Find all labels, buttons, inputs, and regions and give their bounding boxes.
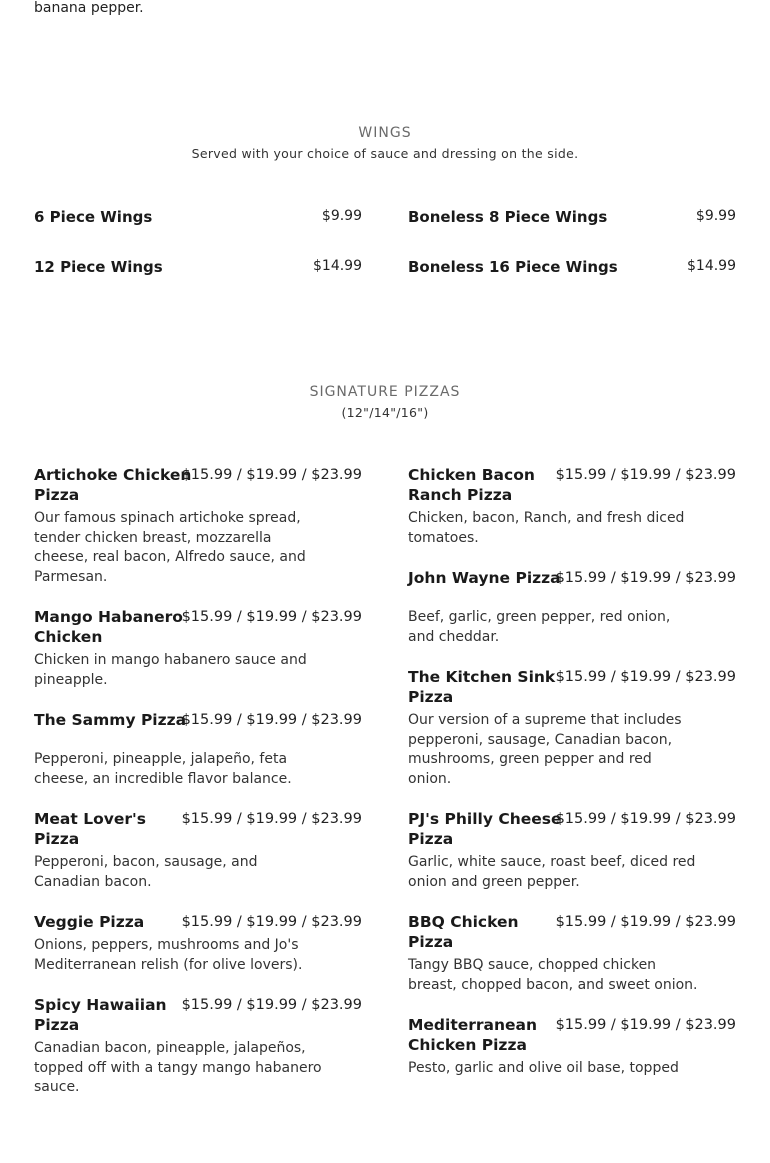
item-price: $15.99 / $19.99 / $23.99 xyxy=(181,914,362,930)
pizza-column-left xyxy=(34,465,362,1098)
pizzas-section-subtitle: (12"/14"/16") xyxy=(341,405,429,420)
item-name: PJ's Philly Cheese Pizza xyxy=(408,810,562,848)
menu-item-wings[interactable] xyxy=(408,258,736,282)
item-name: John Wayne Pizza xyxy=(408,569,561,587)
item-name: Artichoke Chicken Pizza xyxy=(34,466,192,504)
item-price: $15.99 / $19.99 / $23.99 xyxy=(555,811,736,827)
item-price: $15.99 / $19.99 / $23.99 xyxy=(555,669,736,685)
item-name: Meat Lover's Pizza xyxy=(34,810,146,848)
item-price: $9.99 xyxy=(695,208,736,224)
menu-item-pizza[interactable] xyxy=(408,809,736,892)
menu-item-wings[interactable] xyxy=(408,208,736,232)
menu-item-pizza[interactable] xyxy=(408,568,736,647)
item-price: $15.99 / $19.99 / $23.99 xyxy=(555,1017,736,1033)
item-description: Chicken in mango habanero sauce and pineapple. xyxy=(34,652,307,688)
item-price: $15.99 / $19.99 / $23.99 xyxy=(181,997,362,1013)
carryover-description: banana pepper. xyxy=(34,0,144,16)
item-price: $15.99 / $19.99 / $23.99 xyxy=(181,811,362,827)
pizzas-section-title: SIGNATURE PIZZAS xyxy=(309,384,461,400)
item-price: $15.99 / $19.99 / $23.99 xyxy=(181,467,362,483)
menu-item-pizza[interactable] xyxy=(408,912,736,995)
item-name: Boneless 16 Piece Wings xyxy=(408,258,618,276)
item-description: Chicken, bacon, Ranch, and fresh diced tomatoes. xyxy=(408,510,685,546)
item-description: Pesto, garlic and olive oil base, topped xyxy=(408,1060,679,1076)
menu-item-pizza[interactable] xyxy=(34,607,362,690)
item-name: Veggie Pizza xyxy=(34,913,145,931)
item-price: $15.99 / $19.99 / $23.99 xyxy=(555,570,736,586)
item-name: BBQ Chicken Pizza xyxy=(408,913,519,951)
menu-item-pizza[interactable] xyxy=(34,809,362,892)
menu-item-pizza[interactable] xyxy=(34,710,362,789)
item-price: $14.99 xyxy=(687,258,736,274)
menu-item-wings[interactable] xyxy=(34,208,362,232)
pizza-column-right xyxy=(408,465,736,1079)
menu-item-pizza[interactable] xyxy=(34,465,362,587)
item-name: The Sammy Pizza xyxy=(34,711,187,729)
item-name: Spicy Hawaiian Pizza xyxy=(34,996,167,1034)
item-price: $15.99 / $19.99 / $23.99 xyxy=(555,914,736,930)
menu-item-wings[interactable] xyxy=(34,258,362,282)
item-description: Our famous spinach artichoke spread, tender chicken breast, mozzarella cheese, real bacon, Alfredo sauce, and Parmesan. xyxy=(34,510,306,585)
menu-item-pizza[interactable] xyxy=(34,912,362,975)
item-name: The Kitchen Sink Pizza xyxy=(408,668,556,706)
item-description: Pepperoni, bacon, sausage, and Canadian bacon. xyxy=(34,854,258,890)
item-name: Boneless 8 Piece Wings xyxy=(408,208,608,226)
wings-section-title: WINGS xyxy=(358,125,412,141)
item-name: Chicken Bacon Ranch Pizza xyxy=(408,466,535,504)
item-price: $14.99 xyxy=(313,258,362,274)
item-name: 6 Piece Wings xyxy=(34,208,153,226)
menu-item-pizza[interactable] xyxy=(408,667,736,789)
item-price: $15.99 / $19.99 / $23.99 xyxy=(555,467,736,483)
item-name: 12 Piece Wings xyxy=(34,258,163,276)
item-price: $9.99 xyxy=(321,208,362,224)
item-name: Mediterranean Chicken Pizza xyxy=(408,1016,538,1054)
item-description: Tangy BBQ sauce, chopped chicken breast, chopped bacon, and sweet onion. xyxy=(408,957,698,993)
item-description: Garlic, white sauce, roast beef, diced red onion and green pepper. xyxy=(408,854,696,890)
menu-item-pizza[interactable] xyxy=(408,1015,736,1079)
wings-section-subtitle: Served with your choice of sauce and dressing on the side. xyxy=(191,146,579,161)
item-description: Onions, peppers, mushrooms and Jo's Mediterranean relish (for olive lovers). xyxy=(34,937,303,973)
item-price: $15.99 / $19.99 / $23.99 xyxy=(181,712,362,728)
item-description: Beef, garlic, green pepper, red onion, and cheddar. xyxy=(408,609,671,645)
menu-item-pizza[interactable] xyxy=(34,995,362,1098)
item-name: Mango Habanero Chicken xyxy=(34,608,183,646)
item-description: Canadian bacon, pineapple, jalapeños, topped off with a tangy mango habanero sauce. xyxy=(34,1040,322,1095)
item-description: Our version of a supreme that includes pepperoni, sausage, Canadian bacon, mushrooms, green pepper and red onion. xyxy=(408,712,682,787)
item-description: Pepperoni, pineapple, jalapeño, feta cheese, an incredible flavor balance. xyxy=(34,751,292,787)
menu-item-pizza[interactable] xyxy=(408,465,736,548)
item-price: $15.99 / $19.99 / $23.99 xyxy=(181,609,362,625)
